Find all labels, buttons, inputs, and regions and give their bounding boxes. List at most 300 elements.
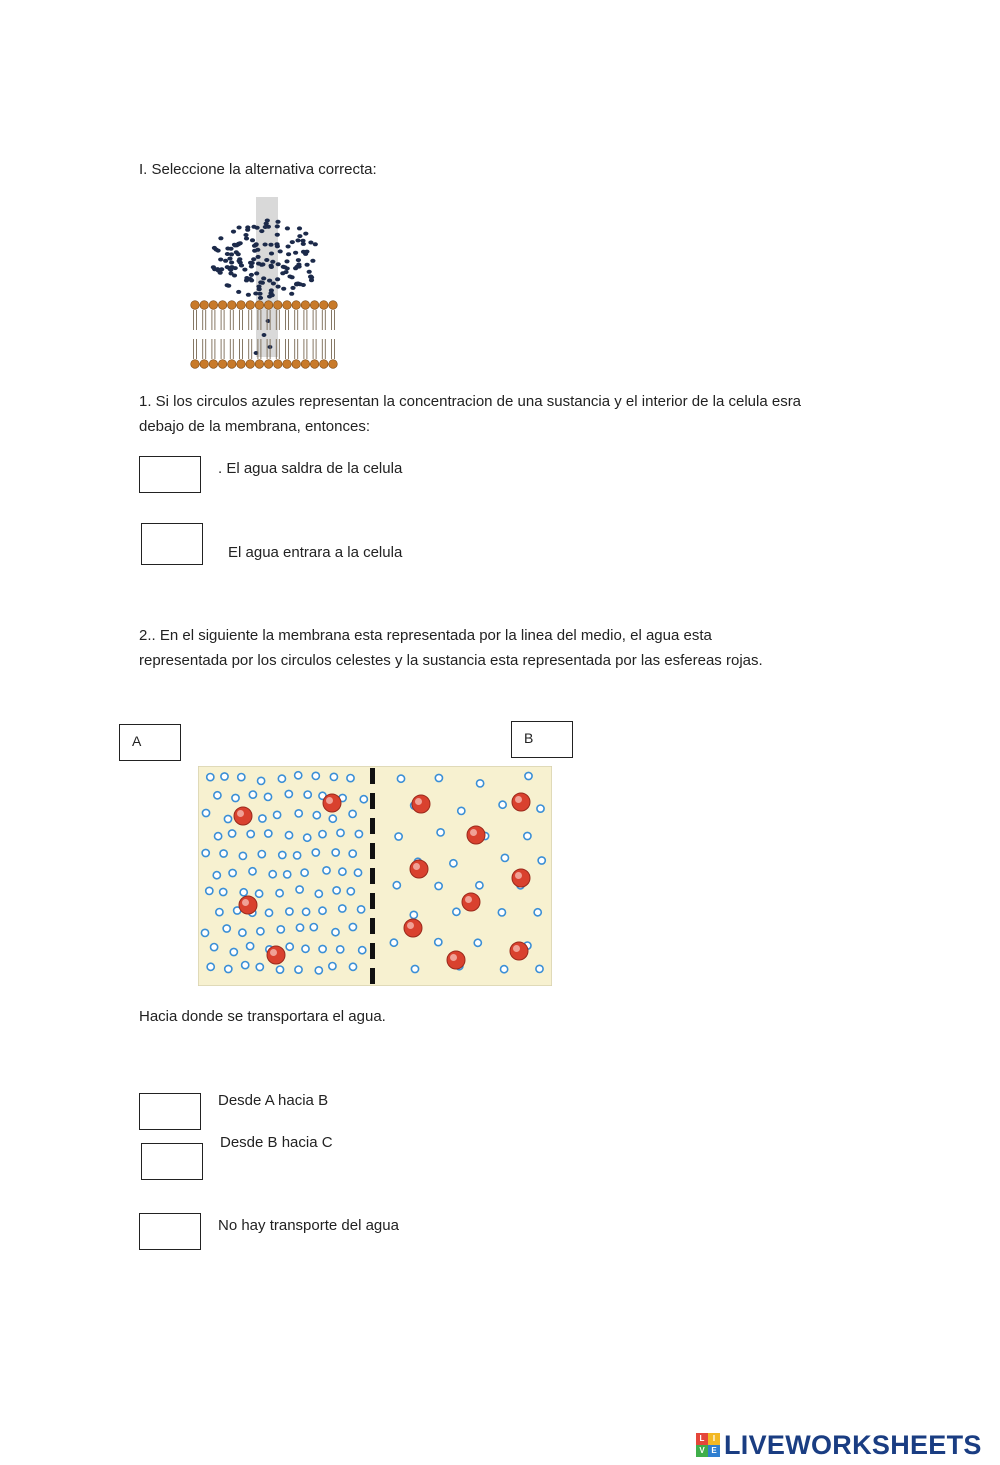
red-sphere-highlight [326, 797, 333, 804]
water-molecule [256, 963, 263, 970]
water-molecule [214, 792, 221, 799]
solute-dot [281, 287, 286, 291]
lipid-head [218, 360, 227, 369]
water-molecule [223, 925, 230, 932]
red-sphere-highlight [515, 796, 522, 803]
solute-dot [226, 284, 231, 288]
solute-dot [313, 242, 318, 246]
lipid-head [320, 301, 329, 310]
solute-dot [236, 252, 241, 256]
lipid-tail [230, 310, 233, 330]
water-molecule [534, 909, 541, 916]
solute-dot [284, 259, 289, 263]
water-molecule [337, 829, 344, 836]
water-molecule [220, 888, 227, 895]
water-molecule [358, 906, 365, 913]
water-molecule [247, 943, 254, 950]
water-molecule [285, 832, 292, 839]
solute-dot [246, 293, 251, 297]
water-molecule [276, 890, 283, 897]
question2-line2: representada por los circulos celestes y la sustancia esta representada por las esfereas rojas. [139, 652, 763, 669]
q1-option1-label: . El agua saldra de la celula [218, 460, 403, 477]
membrane-segment [370, 868, 375, 884]
water-molecule [259, 815, 266, 822]
solute-dot [278, 249, 283, 253]
water-molecule [312, 849, 319, 856]
water-molecule [264, 793, 271, 800]
q2-option2-label: Desde B hacia C [220, 1134, 333, 1151]
question1-line2: debajo de la membrana, entonces: [139, 418, 370, 435]
red-sphere-highlight [270, 949, 277, 956]
solute-dot [265, 219, 270, 223]
lipid-head [301, 301, 310, 310]
solute-dot [237, 259, 242, 263]
solute-dot [275, 277, 280, 281]
water-molecule [225, 965, 232, 972]
solute-dot [252, 249, 257, 253]
water-molecule [330, 773, 337, 780]
water-molecule [256, 890, 263, 897]
lipid-tail [230, 339, 233, 359]
solute-dot [231, 230, 236, 234]
solute-dot [287, 275, 292, 279]
solute-dot [276, 285, 281, 289]
red-sphere [512, 793, 530, 811]
logo-blocks-icon [696, 1433, 720, 1457]
solute-dot [305, 263, 310, 267]
solute-dot [229, 261, 234, 265]
lipid-head [218, 301, 227, 310]
solute-dot [225, 265, 230, 269]
lipid-tail [295, 310, 298, 330]
lipid-tail [322, 310, 325, 330]
red-sphere [267, 946, 285, 964]
membrane-segment [370, 968, 375, 984]
water-molecule [230, 948, 237, 955]
water-molecule [286, 908, 293, 915]
solute-dot [268, 243, 273, 247]
membrane-segment [370, 893, 375, 909]
lipid-head [200, 301, 209, 310]
water-molecule [286, 943, 293, 950]
water-molecule [229, 830, 236, 837]
water-molecule [216, 909, 223, 916]
water-molecule [232, 794, 239, 801]
solute-dot [267, 279, 272, 283]
logo-letter: L [696, 1433, 708, 1445]
q2-option1-label: Desde A hacia B [218, 1092, 329, 1109]
red-sphere-highlight [242, 899, 249, 906]
solute-dot [218, 258, 223, 262]
water-molecule [313, 812, 320, 819]
logo-letter: I [708, 1433, 720, 1445]
answer-checkbox-q2-option2[interactable] [141, 1143, 203, 1180]
red-sphere [512, 869, 530, 887]
lipid-tail [249, 339, 252, 359]
water-molecule [499, 801, 506, 808]
water-molecule [215, 833, 222, 840]
water-molecule [319, 945, 326, 952]
solute-dot [262, 333, 267, 337]
solute-dot [281, 265, 286, 269]
section-heading: I. Seleccione la alternativa correcta: [139, 161, 377, 178]
question1-line1: 1. Si los circulos azules representan la concentracion de una sustancia y el interior de la celula esra [139, 393, 802, 410]
water-molecule [319, 907, 326, 914]
lipid-head [283, 360, 292, 369]
water-molecule [359, 947, 366, 954]
lipid-head [274, 301, 283, 310]
lipid-head [320, 360, 329, 369]
lipid-head [228, 301, 237, 310]
lipid-head [292, 360, 301, 369]
solute-dot [258, 296, 263, 300]
water-molecule [329, 815, 336, 822]
water-molecule [279, 851, 286, 858]
lipid-head [237, 301, 246, 310]
solute-dot [275, 224, 280, 228]
water-molecule [303, 908, 310, 915]
membrane-segment [370, 818, 375, 834]
lipid-head [246, 301, 255, 310]
water-molecule [410, 911, 417, 918]
water-molecule [476, 882, 483, 889]
brand-name: LIVEWORKSHEETS [724, 1429, 982, 1460]
logo-letter: V [696, 1445, 708, 1457]
answer-checkbox-q1-option2[interactable] [141, 523, 203, 565]
water-molecule [312, 772, 319, 779]
logo-letter: E [708, 1445, 720, 1457]
solute-dot [290, 286, 295, 290]
solute-dot [223, 259, 228, 263]
solute-dot [295, 238, 300, 242]
water-molecule [277, 926, 284, 933]
lipid-head [301, 360, 310, 369]
red-sphere [462, 893, 480, 911]
water-molecule [332, 929, 339, 936]
water-molecule [258, 851, 265, 858]
water-molecule [302, 945, 309, 952]
water-molecule [393, 882, 400, 889]
solute-dot [289, 292, 294, 296]
lipid-tail [322, 339, 325, 359]
solute-dot [251, 257, 256, 261]
lipid-head [283, 301, 292, 310]
solute-dot [254, 242, 259, 246]
water-molecule [301, 869, 308, 876]
solute-dot [256, 255, 261, 259]
water-molecule [349, 923, 356, 930]
water-molecule [458, 807, 465, 814]
solute-dot [296, 263, 301, 267]
solute-dot [286, 252, 291, 256]
water-molecule [437, 829, 444, 836]
solute-dot [310, 259, 315, 263]
water-molecule [295, 966, 302, 973]
lipid-tail [203, 310, 206, 330]
red-sphere-highlight [465, 896, 472, 903]
water-molecule [354, 869, 361, 876]
water-molecule [202, 849, 209, 856]
water-molecule [295, 810, 302, 817]
water-molecule [257, 928, 264, 935]
lipid-head [310, 301, 319, 310]
lipid-head [191, 360, 200, 369]
solute-dot [257, 292, 262, 296]
solute-dot [303, 232, 308, 236]
water-molecule [339, 905, 346, 912]
solute-dot [233, 266, 238, 270]
water-molecule [349, 963, 356, 970]
solute-dot [256, 262, 261, 266]
membrane-diffusion-figure [190, 197, 342, 373]
water-molecule [524, 832, 531, 839]
red-sphere [467, 826, 485, 844]
water-molecule [285, 790, 292, 797]
answer-checkbox-q2-option1[interactable] [139, 1093, 201, 1130]
water-molecule [229, 869, 236, 876]
water-molecule [224, 815, 231, 822]
lipid-tail [194, 310, 197, 330]
water-molecule [284, 871, 291, 878]
water-molecule [347, 888, 354, 895]
water-molecule [242, 962, 249, 969]
solute-dot [261, 276, 266, 280]
solute-dot [275, 220, 280, 224]
water-molecule [501, 966, 508, 973]
red-sphere [323, 794, 341, 812]
water-molecule [240, 889, 247, 896]
red-sphere [412, 795, 430, 813]
red-sphere [234, 807, 252, 825]
lipid-tail [332, 339, 335, 359]
lipid-tail [212, 339, 215, 359]
lipid-head [191, 301, 200, 310]
liveworksheets-logo[interactable] [696, 1430, 982, 1460]
lipid-head [264, 360, 273, 369]
solute-dot [276, 262, 281, 266]
water-molecule [347, 775, 354, 782]
water-molecule [276, 966, 283, 973]
solute-dot [294, 282, 299, 286]
water-molecule [221, 773, 228, 780]
water-molecule [274, 811, 281, 818]
water-molecule [315, 890, 322, 897]
lipid-tail [295, 339, 298, 359]
lipid-head [310, 360, 319, 369]
solute-dot [297, 234, 302, 238]
solute-dot [296, 258, 301, 262]
water-molecule [333, 887, 340, 894]
answer-checkbox-q1-option1[interactable] [139, 456, 201, 493]
solute-dot [248, 277, 253, 281]
solute-dot [249, 273, 254, 277]
lipid-tail [332, 310, 335, 330]
water-molecule [315, 967, 322, 974]
water-molecule [296, 886, 303, 893]
solute-dot [237, 226, 242, 230]
water-molecule [239, 929, 246, 936]
water-molecule [265, 909, 272, 916]
lipid-tail [313, 339, 316, 359]
lipid-tail [286, 339, 289, 359]
water-molecule [349, 850, 356, 857]
red-sphere-highlight [470, 829, 477, 836]
water-molecule [206, 887, 213, 894]
water-molecule [202, 809, 209, 816]
solute-dot [227, 257, 232, 261]
water-molecule [337, 946, 344, 953]
solute-dot [297, 226, 302, 230]
solute-dot [225, 247, 230, 251]
solute-dot [236, 290, 241, 294]
water-molecule [525, 772, 532, 779]
solute-dot [308, 275, 313, 279]
solute-dot [218, 236, 223, 240]
solute-dot [264, 258, 269, 262]
membrane-segment [370, 768, 375, 784]
red-sphere [410, 860, 428, 878]
water-molecule [319, 831, 326, 838]
water-molecule [213, 872, 220, 879]
lipid-tail [249, 310, 252, 330]
water-molecule [207, 774, 214, 781]
red-sphere [447, 951, 465, 969]
solute-dot [301, 242, 306, 246]
solute-dot [244, 237, 249, 241]
solute-dot [211, 265, 216, 269]
water-molecule [239, 852, 246, 859]
water-molecule [355, 830, 362, 837]
solute-dot [263, 225, 268, 229]
lipid-head [292, 301, 301, 310]
solute-dot [269, 252, 274, 256]
lipid-tail [203, 339, 206, 359]
solute-dot [280, 271, 285, 275]
water-molecule [360, 796, 367, 803]
lipid-head [209, 301, 218, 310]
water-molecule [258, 777, 265, 784]
water-molecule [329, 963, 336, 970]
solute-dot [254, 271, 259, 275]
lipid-tail [286, 310, 289, 330]
solute-dot [286, 245, 291, 249]
lipid-head [246, 360, 255, 369]
solute-dot [232, 274, 237, 278]
water-molecule [450, 860, 457, 867]
water-molecule [536, 965, 543, 972]
water-molecule [247, 830, 254, 837]
water-molecule [304, 791, 311, 798]
solute-dot [269, 264, 274, 268]
osmosis-figure [198, 766, 552, 986]
lipid-head [329, 360, 338, 369]
lipid-head [209, 360, 218, 369]
lipid-head [329, 301, 338, 310]
lipid-tail [240, 339, 243, 359]
water-molecule [435, 939, 442, 946]
red-sphere-highlight [407, 922, 414, 929]
solute-dot [293, 251, 298, 255]
membrane-segment [370, 843, 375, 859]
water-molecule [501, 854, 508, 861]
water-molecule [238, 774, 245, 781]
water-molecule [453, 908, 460, 915]
water-molecule [349, 810, 356, 817]
lipid-tail [212, 310, 215, 330]
water-molecule [249, 868, 256, 875]
water-molecule [332, 849, 339, 856]
membrane-divider [370, 768, 375, 984]
lipid-tail [194, 339, 197, 359]
water-molecule [249, 791, 256, 798]
water-molecule [411, 965, 418, 972]
solute-dot [271, 282, 276, 286]
red-sphere-highlight [513, 945, 520, 952]
water-molecule [435, 882, 442, 889]
lipid-head [200, 360, 209, 369]
label-a-box: A [119, 724, 181, 761]
solute-dot [259, 229, 264, 233]
water-molecule [269, 871, 276, 878]
lipid-tail [313, 310, 316, 330]
red-sphere-highlight [237, 810, 244, 817]
red-sphere-highlight [515, 872, 522, 879]
solute-dot [255, 226, 260, 230]
solute-dot [249, 261, 254, 265]
red-sphere [510, 942, 528, 960]
answer-checkbox-q2-option3[interactable] [139, 1213, 201, 1250]
water-molecule [201, 929, 208, 936]
water-molecule [265, 830, 272, 837]
water-molecule [339, 868, 346, 875]
solute-dot [308, 241, 313, 245]
lipid-head [274, 360, 283, 369]
water-molecule [211, 944, 218, 951]
solute-dot [258, 280, 263, 284]
lipid-head [237, 360, 246, 369]
water-molecule [474, 939, 481, 946]
lipid-tail [221, 310, 224, 330]
red-sphere-highlight [415, 798, 422, 805]
solute-dot [216, 269, 221, 273]
lipid-tail [304, 339, 307, 359]
solute-dot [275, 233, 280, 237]
membrane-segment [370, 793, 375, 809]
water-molecule [538, 857, 545, 864]
solute-dot [250, 238, 255, 242]
lipid-head [255, 301, 264, 310]
membrane-segment [370, 943, 375, 959]
solute-dot [245, 225, 250, 229]
lipid-head [264, 301, 273, 310]
water-molecule [397, 775, 404, 782]
solute-dot [257, 287, 262, 291]
water-molecule [390, 939, 397, 946]
lipid-tail [221, 339, 224, 359]
q1-option2-label: El agua entrara a la celula [228, 544, 403, 561]
solute-dot [274, 242, 279, 246]
water-molecule [498, 909, 505, 916]
q2-option3-label: No hay transporte del agua [218, 1217, 399, 1234]
solute-dot [301, 283, 306, 287]
solute-dot [309, 278, 314, 282]
solute-dot [225, 252, 230, 256]
water-molecule [220, 850, 227, 857]
water-molecule [295, 772, 302, 779]
lipid-head [255, 360, 264, 369]
water-molecule [310, 924, 317, 931]
solute-dot [263, 243, 268, 247]
